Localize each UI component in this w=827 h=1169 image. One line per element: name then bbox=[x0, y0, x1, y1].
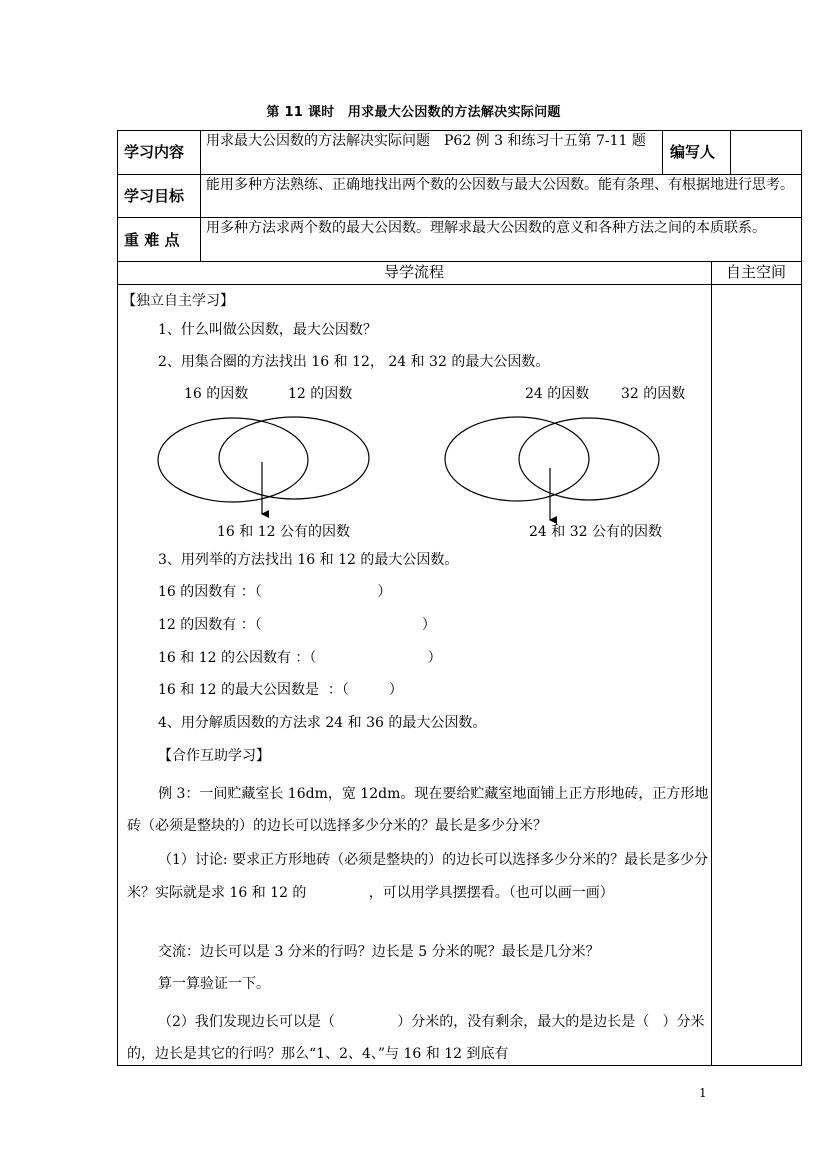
flow-label: 导学流程 bbox=[383, 263, 444, 281]
section-heading: 【独立自主学习】 bbox=[122, 293, 234, 309]
goal-value: 能用多种方法熟练、正确地找出两个数的公因数与最大公因数。能有条理、有根据地进行思考。 bbox=[206, 177, 794, 193]
greatest-common-factor: 16 和 12 的最大公因数是 ：（ ） bbox=[158, 682, 403, 698]
factors-16: 16 的因数有 ：（ ） bbox=[158, 584, 392, 600]
common-factors: 16 和 12 的公因数有 ：（ ） bbox=[158, 650, 442, 666]
question-1: 1、什么叫做公因数，最大公因数？ bbox=[158, 322, 377, 338]
example-3: 例 3：一间贮藏室长 16dm，宽 12dm。现在要给贮藏室地面铺上正方形地砖，正方形地砖（必须是整块的）的边长可以选择多少分米的？最长是多少分米？ bbox=[127, 786, 709, 834]
venn2-left-circle bbox=[445, 417, 589, 501]
key-value: 用多种方法求两个数的最大公因数。理解求最大公因数的意义和各种方法之间的本质联系。 bbox=[206, 220, 766, 236]
venn2-right-label: 32 的因数 bbox=[621, 386, 686, 402]
venn1-left-label: 16 的因数 bbox=[184, 386, 249, 402]
venn1-right-label: 12 的因数 bbox=[288, 386, 353, 402]
venn2-left-label: 24 的因数 bbox=[525, 386, 590, 402]
content-label: 学习内容 bbox=[124, 143, 185, 161]
exchange: 交流：边长可以是 3 分米的行吗？边长是 5 分米的呢？最长是几分米？ bbox=[158, 944, 600, 960]
factors-12: 12 的因数有 ：（ ） bbox=[158, 617, 436, 633]
author-label: 编写人 bbox=[670, 143, 716, 161]
content-value: 用求最大公因数的方法解决实际问题 P62 例 3 和练习十五第 7-11 题 bbox=[206, 133, 646, 149]
space-label: 自主空间 bbox=[725, 263, 786, 281]
page-number: 1 bbox=[699, 1086, 707, 1100]
venn1-right-circle bbox=[219, 417, 369, 499]
question-3: 3、用列举的方法找出 16 和 12 的最大公因数。 bbox=[158, 552, 459, 568]
venn2-common-label: 24 和 32 公有的因数 bbox=[529, 524, 662, 540]
question-4: 4、用分解质因数的方法求 24 和 36 的最大公因数。 bbox=[158, 715, 487, 731]
goal-label: 学习目标 bbox=[124, 187, 185, 205]
question-2: 2、用集合圈的方法找出 16 和 12， 24 和 32 的最大公因数。 bbox=[158, 354, 550, 370]
section-heading: 【合作互助学习】 bbox=[158, 748, 270, 764]
venn1-left-circle bbox=[158, 418, 308, 502]
finding: （2）我们发现边长可以是（ ）分米的，没有剩余，最大的是边长是（ ）分米的，边长是其它的行吗？那么“1、2、4、”与 16 和 12 到底有 bbox=[127, 1014, 705, 1062]
page-title: 第 11 课时 用求最大公因数的方法解决实际问题 bbox=[266, 105, 561, 120]
venn1-common-label: 16 和 12 公有的因数 bbox=[217, 524, 350, 540]
key-label: 重 难 点 bbox=[124, 231, 180, 249]
verify: 算一算验证一下。 bbox=[158, 976, 270, 992]
discussion: （1）讨论: 要求正方形地砖（必须是整块的）的边长可以选择多少分米的？最长是多少分米？实际就是求 16 和 12 的 ，可以用学具摆摆看。（也可以画一画） bbox=[127, 852, 709, 901]
